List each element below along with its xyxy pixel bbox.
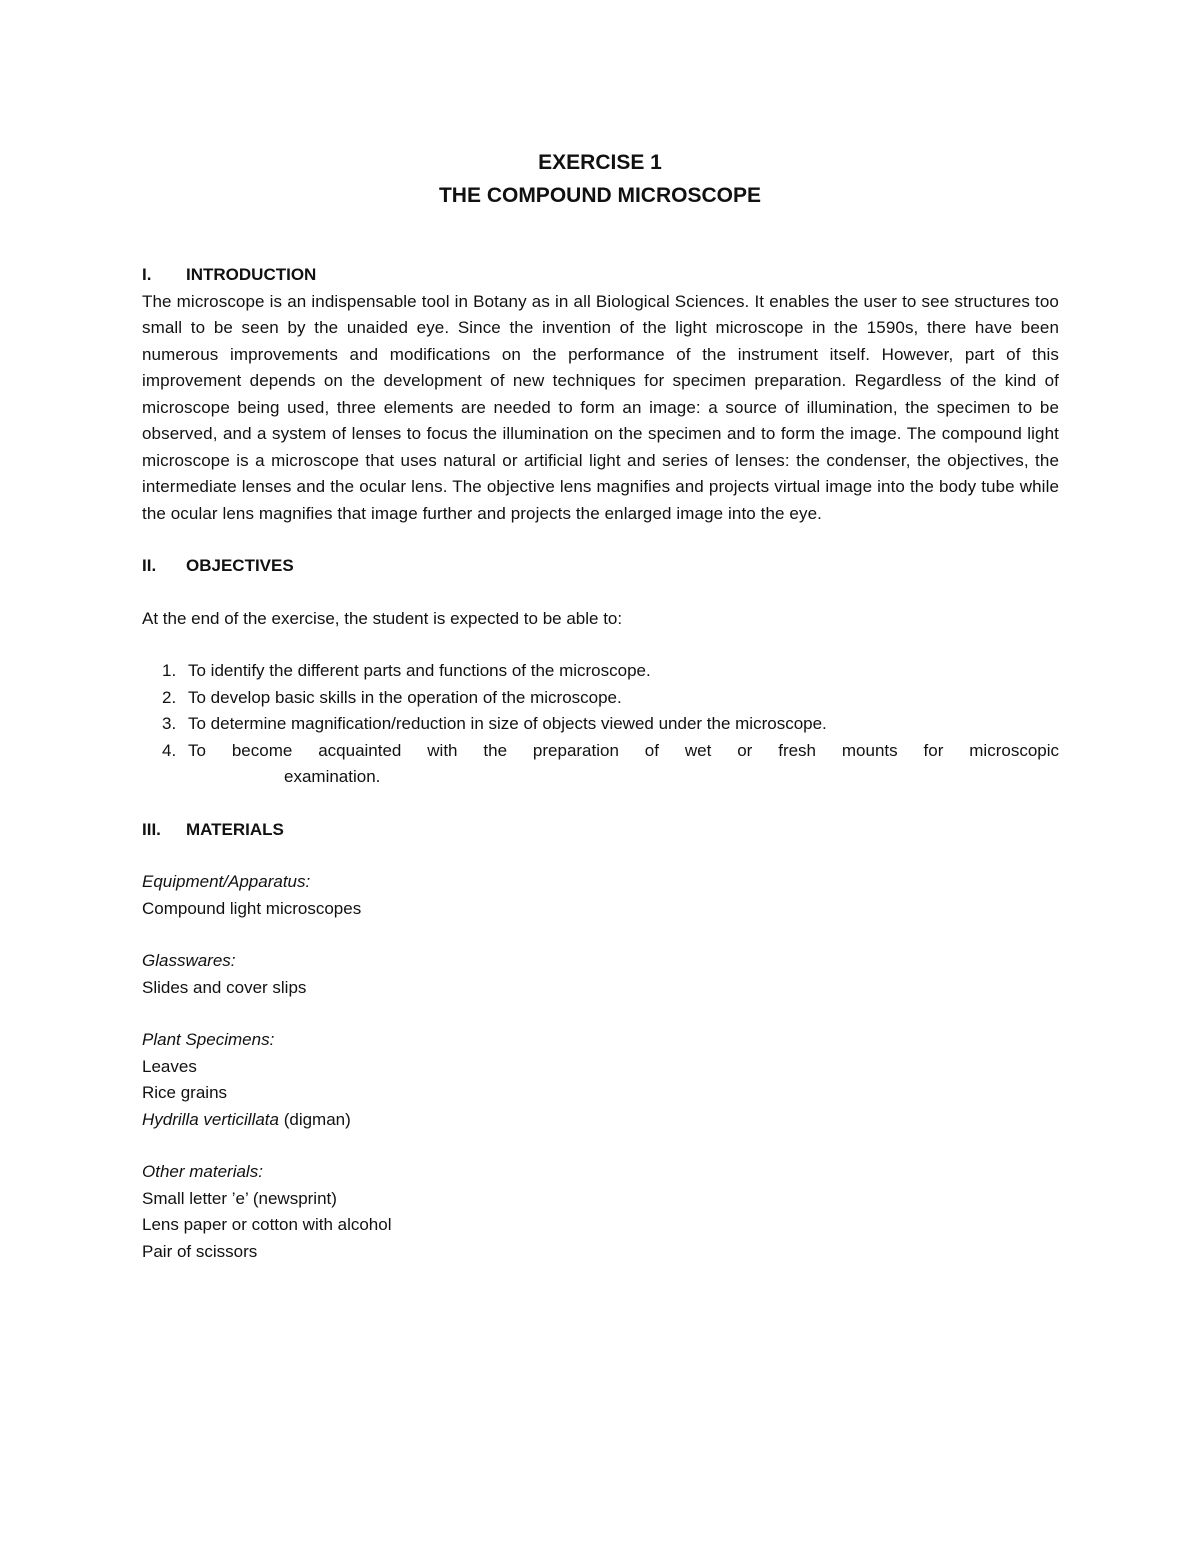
materials-group-plant-specimens xyxy=(142,1027,1059,1133)
title-block xyxy=(0,146,1200,212)
materials-item: Slides and cover slips xyxy=(142,977,307,997)
materials-item: Rice grains xyxy=(142,1083,228,1102)
document-body xyxy=(142,262,1059,1265)
list-item-continuation: examination. xyxy=(284,767,381,786)
section-heading-introduction xyxy=(142,262,1059,289)
list-item-number: 3. xyxy=(162,714,177,733)
objectives-lead: At the end of the exercise, the student is expected to be able to: xyxy=(142,608,623,628)
list-item-text: To become acquainted with the preparation of wet or fresh mounts for microscopic xyxy=(188,740,1059,760)
materials-item-species xyxy=(142,1107,1059,1134)
materials-item: Lens paper or cotton with alcohol xyxy=(142,1215,392,1234)
list-item xyxy=(142,685,1059,712)
materials-item: Leaves xyxy=(142,1056,197,1076)
list-item-number: 1. xyxy=(162,661,177,680)
materials-item: Compound light microscopes xyxy=(142,898,362,918)
section-title: MATERIALS xyxy=(186,819,284,839)
section-title: OBJECTIVES xyxy=(186,556,294,575)
list-item-text-wrap xyxy=(188,738,1059,765)
list-item xyxy=(142,658,1059,685)
materials-group-label: Equipment/Apparatus: xyxy=(142,872,311,891)
exercise-title: THE COMPOUND MICROSCOPE xyxy=(438,184,761,207)
materials-group-other xyxy=(142,1159,1059,1265)
section-heading-materials xyxy=(142,817,1059,844)
list-item-text: To determine magnification/reduction in size of objects viewed under the microscope. xyxy=(188,714,827,733)
species-scientific-name: Hydrilla verticillata xyxy=(142,1109,279,1129)
materials-group-label: Other materials: xyxy=(142,1162,263,1181)
species-common-name: (digman) xyxy=(278,1109,351,1129)
list-item xyxy=(142,711,1059,738)
list-item-text: To identify the different parts and functions of the microscope. xyxy=(188,661,651,680)
materials-group-label: Glasswares: xyxy=(142,951,236,970)
introduction-paragraph: The microscope is an indispensable tool in Botany as in all Biological Sciences. It enables the user to see structures too small to be seen by the unaided eye. Since the invention of the light microscope in the 1590s, there have been numerous improvements and modifications on the performance of the instrument itself. However, part of this improvement depends on the development of new techniques for specimen preparation. Regardless of the kind of microscope being used, three elements are needed to form an image: a source of illumination, the specimen to be observed, and a system of lenses to focus the illumination on the specimen and to form the image. The compound light microscope is a microscope that uses natural or artificial light and series of lenses: the condenser, the objectives, the intermediate lenses and the ocular lens. The objective lens magnifies and projects virtual image into the body tube while the ocular lens magnifies that image further and projects the enlarged image into the eye. xyxy=(142,291,1059,523)
list-item-number: 4. xyxy=(162,740,177,760)
materials-group-glasswares xyxy=(142,948,1059,1001)
section-heading-objectives xyxy=(142,553,1059,580)
section-number: III. xyxy=(142,819,161,839)
list-item xyxy=(142,738,1059,765)
section-number: II. xyxy=(142,556,157,575)
objectives-list xyxy=(142,658,1059,764)
materials-item: Small letter ’e’ (newsprint) xyxy=(142,1188,337,1208)
materials-group-equipment xyxy=(142,869,1059,922)
list-item-number: 2. xyxy=(162,687,177,707)
materials-group-label: Plant Specimens: xyxy=(142,1030,275,1049)
exercise-number: EXERCISE 1 xyxy=(538,151,662,174)
materials-item: Pair of scissors xyxy=(142,1241,258,1261)
section-title: INTRODUCTION xyxy=(186,265,317,284)
list-item-text: To develop basic skills in the operation of the microscope. xyxy=(188,687,622,707)
section-number: I. xyxy=(142,265,152,284)
